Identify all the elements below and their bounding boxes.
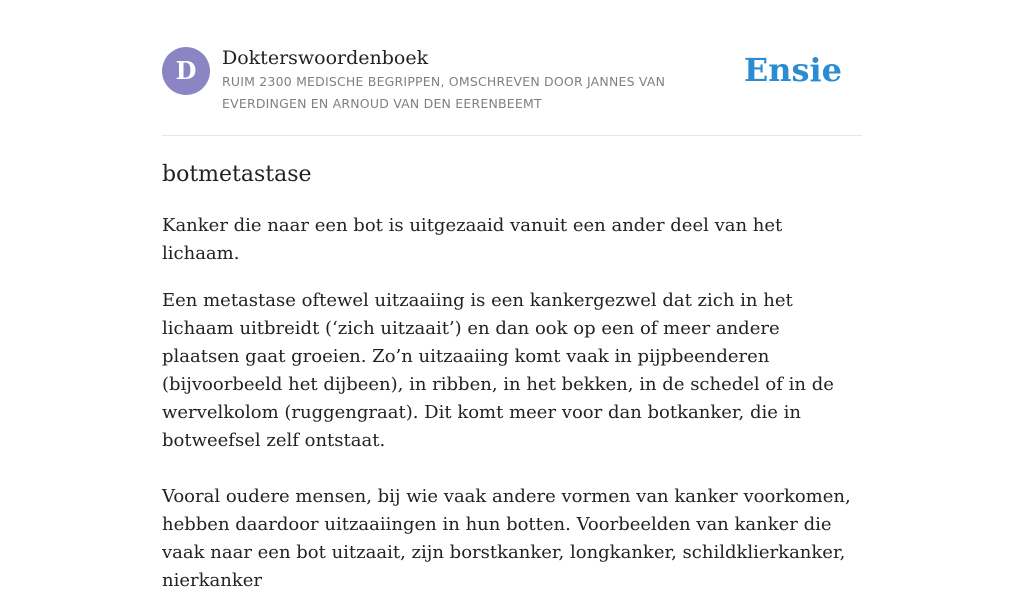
source-description: RUIM 2300 MEDISCHE BEGRIPPEN, OMSCHREVEN DOOR JANNES VAN EVERDINGEN EN ARNOUD VAN DEN EERENBEEMT bbox=[222, 74, 666, 111]
entry-content bbox=[162, 160, 862, 595]
page-container bbox=[162, 0, 862, 595]
entry-term: botmetastase bbox=[162, 162, 312, 187]
source-title[interactable]: Dokterswoordenboek bbox=[222, 47, 429, 69]
entry-summary: Kanker die naar een bot is uitgezaaid vanuit een ander deel van het lichaam. bbox=[162, 215, 783, 264]
source-avatar[interactable]: D bbox=[162, 47, 210, 95]
source-header bbox=[162, 0, 862, 136]
entry-paragraph-1: Een metastase oftewel uitzaaiing is een kankergezwel dat zich in het lichaam uitbreidt (‘zich uitzaait’) en dan ook op een of meer andere plaatsen gaat groeien. Zo’n uitzaaiing komt vaak in pijpbeenderen (bijvoorbeeld het dijbeen), in ribben, in het bekken, in de schedel of in de wervelkolom (ruggengraat). Dit komt meer voor dan botkanker, die in botweefsel zelf ontstaat. bbox=[162, 290, 834, 451]
entry-paragraph-2: Vooral oudere mensen, bij wie vaak andere vormen van kanker voorkomen, hebben daardoor uitzaaiingen in hun botten. Voorbeelden van kanker die vaak naar een bot uitzaait, zijn borstkanker, longkanker, schildklierkanker, nierkanker bbox=[162, 486, 851, 591]
ensie-logo-link[interactable]: Ensie bbox=[743, 51, 842, 89]
